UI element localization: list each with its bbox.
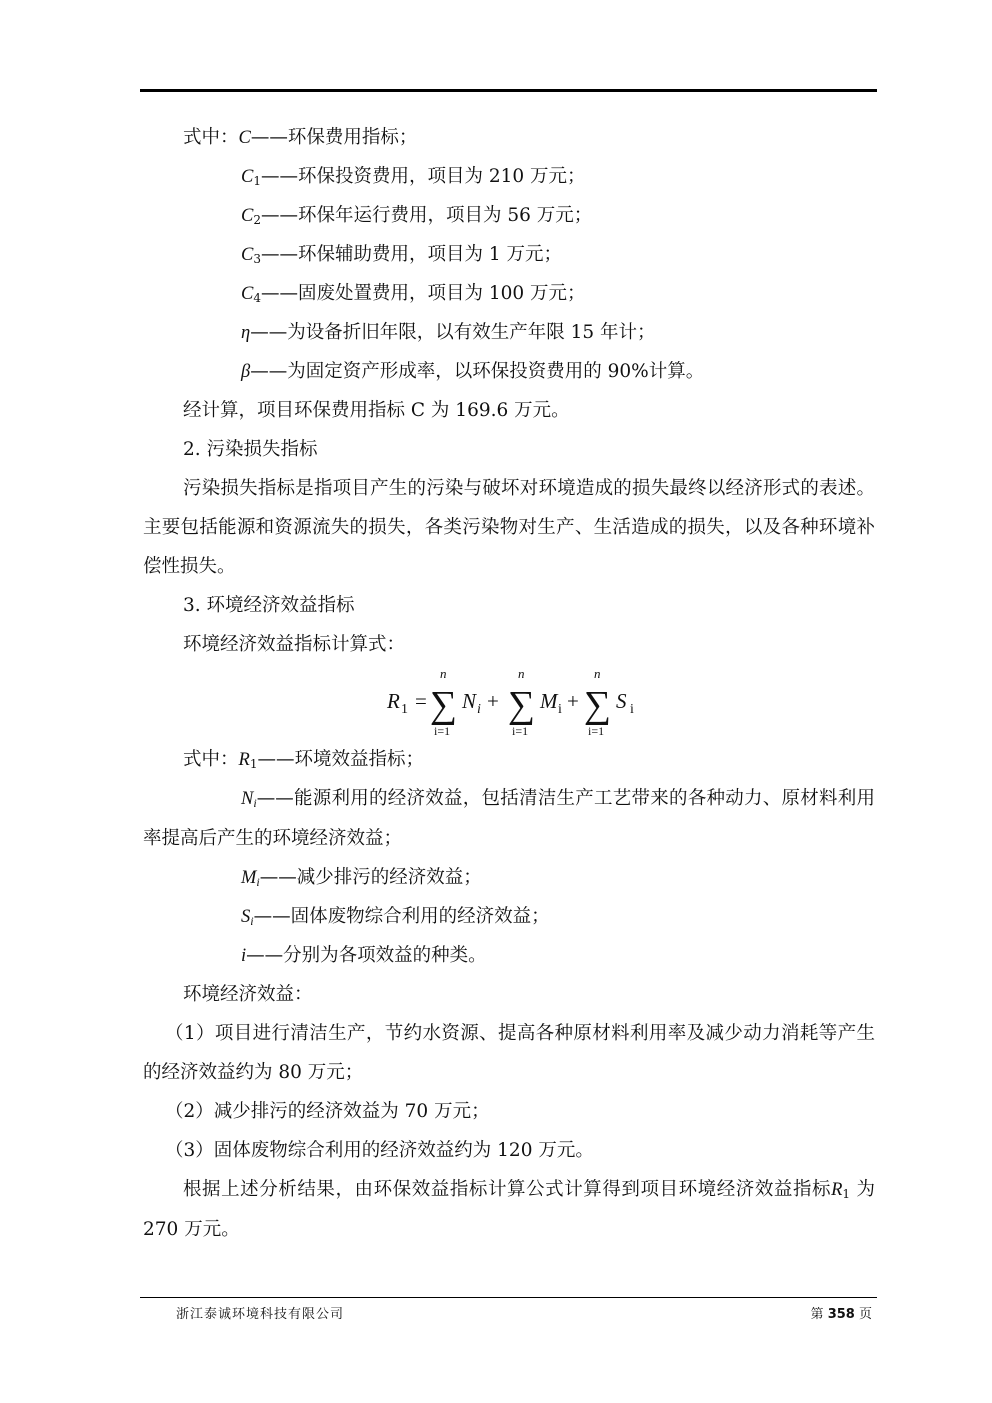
section-2-heading: 2. 污染损失指标 [183,439,318,460]
benefit-item-3: （3）固体废物综合利用的经济效益约为 120 万元。 [165,1140,594,1161]
term-s: S [616,689,627,713]
term-n-sub: i [477,702,481,717]
formula-svg [373,664,653,740]
term-m: M [540,689,558,713]
term-m-sub: i [558,702,562,717]
sum-2-lower: i=1 [512,724,529,738]
plus-1: + [487,689,499,713]
symbol-c: C [238,128,251,148]
sum-2-sigma: ∑ [508,684,536,726]
benefit-item-2: （2）减少排污的经济效益为 70 万元； [165,1101,490,1122]
c2-definition: $C_2——$环保年运行费用，项目为 56 万元； [241,205,593,227]
sum-3-upper: n [594,666,601,681]
eta-definition: η——为设备折旧年限，以有效生产年限 15 年计； [241,322,656,343]
benefit-item-1: （1）项目进行清洁生产，节约水资源、提高各种原材料利用率及减少动力消耗等产生的经济效益约为 80 万元； [143,1023,875,1083]
term-n: N [462,689,477,713]
i-definition: i——分别为各项效益的种类。 [241,945,487,966]
footer-company: 浙江泰诚环境科技有限公司 [176,1307,345,1322]
formula-lhs-sub: 1 [401,702,408,717]
cost-result: 经计算，项目环保费用指标 C 为 169.6 万元。 [183,400,570,421]
section-2-paragraph: 污染损失指标是指项目产生的污染与破坏对环境造成的损失最终以经济形式的表述。主要包括能源和资源流失的损失，各类污染物对生产、生活造成的损失，以及各种环境补偿性损失。 [143,478,875,577]
c1-definition: $C_1——$环保投资费用，项目为 210 万元； [241,166,586,188]
beta-definition: β——为固定资产形成率，以环保投资费用的 90%计算。 [241,361,705,382]
formula-intro: 环境经济效益指标计算式： [183,634,406,655]
formula-lhs: R [387,689,400,713]
benefits-heading: 环境经济效益： [183,984,313,1005]
plus-2: + [567,689,579,713]
sum-3-sigma: ∑ [584,684,612,726]
sum-1-sigma: ∑ [430,684,458,726]
formula-equals: = [415,689,427,713]
header-rule [140,89,877,92]
term-s-sub: i [630,702,634,717]
sum-2-upper: n [518,666,525,681]
sum-1-upper: n [440,666,447,681]
r1-definition: 式中：$R_1——$环境效益指标； [183,749,424,771]
footer-page-number: 第 358 页 [810,1307,872,1322]
ni-definition: $N_i——$能源利用的经济效益，包括清洁生产工艺带来的各种动力、原材料利用率提高后产生的环境经济效益； [143,788,875,849]
conclusion-paragraph: 根据上述分析结果，由环保效益指标计算公式计算得到项目环境经济效益指标$R_1$ 为 270 万元。 [143,1179,875,1240]
document-body [143,118,875,1249]
cost-formula-legend-intro: 式中：C——环保费用指标； [183,127,418,148]
footer-rule [140,1297,877,1298]
section-3-heading: 3. 环境经济效益指标 [183,595,355,616]
si-definition: $S_i——$固体废物综合利用的经济效益； [241,906,550,928]
c4-definition: $C_4——$固废处置费用，项目为 100 万元； [241,283,586,305]
mi-definition: $M_i——$减少排污的经济效益； [241,867,482,889]
c3-definition: $C_3——$环保辅助费用，项目为 1 万元； [241,244,563,266]
sum-1-lower: i=1 [434,724,451,738]
sum-3-lower: i=1 [588,724,605,738]
benefit-formula [143,664,875,740]
